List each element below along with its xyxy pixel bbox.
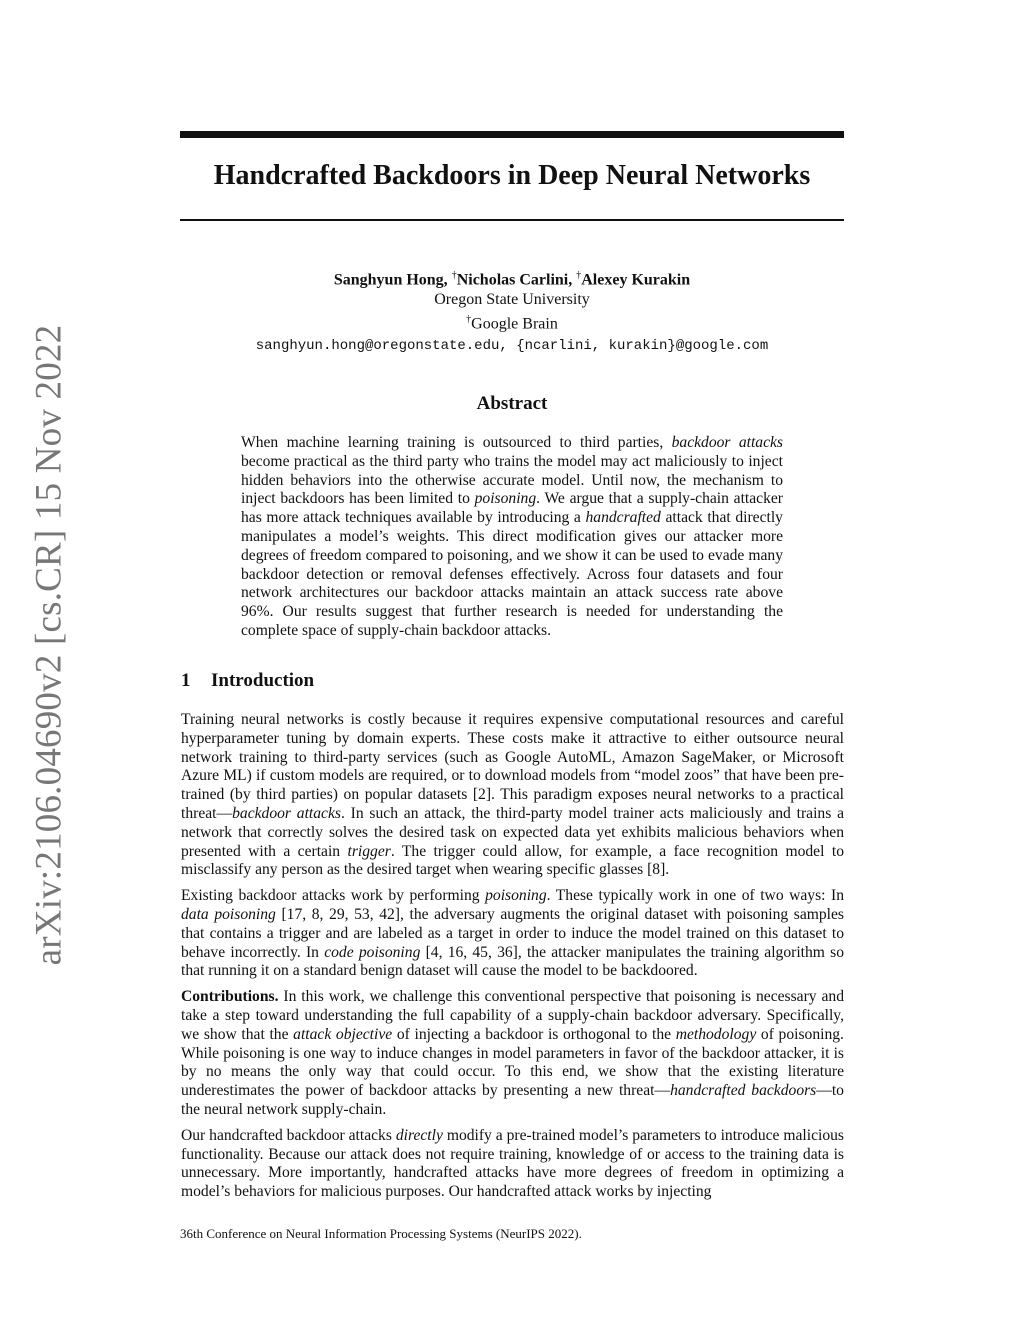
intro-paragraph-1: Training neural networks is costly because it requires expensive computational resources and careful hyperparameter tuning by domain experts. These costs make it attractive to either outsource neural network training to third-party services (such as Google AutoML, Amazon SageMaker, or Microsoft Azure ML) if custom models are required, or to download models from “model zoos” that have been pre-trained (by third parties) on popular datasets [2]. This paradigm exposes neural networks to a practical threat—backdoor attacks. In such an attack, the third-party model trainer acts maliciously and trains a network that correctly solves the desired task on expected data yet exhibits malicious behaviors when presented with a certain trigger. The trigger could allow, for example, a face recognition model to misclassify any person as the desired target when wearing specific glasses [8]. [181, 711, 844, 879]
emphasis: data poisoning [181, 905, 276, 923]
intro-paragraph-4: Our handcrafted backdoor attacks directly modify a pre-trained model’s parameters to introduce malicious functionality. Because our attack does not require training, knowledge of or access to the training data is unnecessary. More importantly, handcrafted attacks have more degrees of freedom in optimizing a model’s behaviors for malicious purposes. Our handcrafted attack works by injecting [181, 1126, 844, 1201]
dagger-mark: † [466, 314, 472, 326]
paper-title: Handcrafted Backdoors in Deep Neural Networks [213, 160, 811, 191]
emphasis: directly [395, 1126, 443, 1144]
contributions-lead: Contributions. [181, 988, 279, 1006]
emphasis: backdoor attacks [671, 434, 783, 451]
introduction-body [181, 711, 844, 1209]
emphasis: poisoning [485, 887, 547, 905]
section-heading-introduction [181, 670, 314, 692]
section-number: 1 [181, 670, 191, 691]
abstract-heading: Abstract [476, 393, 548, 414]
intro-paragraph-2: Existing backdoor attacks work by performing poisoning. These typically work in one of two ways: In data poisoning [17, 8, 29, 53, 42], the adversary augments the original dataset with poisoning samples that contains a trigger and are labeled as a target in order to induce the model trained on this dataset to behave incorrectly. In code poisoning [4, 16, 45, 36], the attacker manipulates the training algorithm so that running it on a standard benign dataset will cause the model to be backdoored. [181, 887, 845, 980]
affiliation-oregon: Oregon State University [434, 291, 590, 309]
intro-paragraph-3: Contributions. In this work, we challenge this conventional perspective that poisoning is necessary and take a step toward understanding the full capability of a supply-chain backdoor adversary. Specifically, we show that the attack objective of injecting a backdoor is orthogonal to the methodology of poisoning. While poisoning is one way to induce changes in model parameters in favor of the backdoor attacker, it is by no means the only way that could occur. To this end, we show that the existing literature underestimates the power of backdoor attacks by presenting a new threat—handcrafted backdoors—to the neural network supply-chain. [181, 988, 844, 1118]
emphasis: trigger [347, 842, 391, 860]
authors-block [180, 266, 844, 356]
author-3: Alexey Kurakin [581, 271, 691, 289]
dagger-mark: † [451, 270, 457, 281]
emphasis: backdoor attacks [232, 804, 341, 822]
emphasis: attack objective [293, 1025, 393, 1043]
section-title: Introduction [211, 670, 315, 691]
author-emails: sanghyun.hong@oregonstate.edu, {ncarlini, kurakin}@google.com [255, 337, 769, 354]
emphasis: methodology [675, 1025, 757, 1043]
title-rule-top [180, 131, 844, 138]
emphasis: poisoning [474, 490, 537, 508]
author-names [180, 266, 844, 290]
affiliation-google [180, 310, 844, 334]
arxiv-identifier-text: arXiv:2106.04690v2 [cs.CR] 15 Nov 2022 [28, 324, 70, 966]
footer-venue: 36th Conference on Neural Information Processing Systems (NeurIPS 2022). [180, 1226, 582, 1241]
author-1: Sanghyun Hong, [333, 271, 448, 289]
affiliation-google-text: Google Brain [471, 315, 558, 333]
emphasis: handcrafted backdoors [670, 1082, 817, 1100]
dagger-mark: † [576, 270, 582, 281]
abstract-paragraph: When machine learning training is outsourced to third parties, backdoor attacks become practical as the third party who trains the model may act maliciously to inject hidden behaviors into the otherwise accurate model. Until now, the mechanism to inject backdoors has been limited to poisoning. We argue that a supply-chain attacker has more attack techniques available by introducing a handcrafted attack that directly manipulates a model’s weights. This direct modification gives our attacker more degrees of freedom compared to poisoning, and we show it can be used to evade many backdoor detection or removal defenses effectively. Across four datasets and four network architectures our backdoor attacks maintain an attack success rate above 96%. Our results suggest that further research is needed for understanding the complete space of supply-chain backdoor attacks. [241, 434, 784, 639]
author-2: Nicholas Carlini, [456, 271, 573, 289]
emphasis: code poisoning [324, 943, 421, 961]
title-rule-bottom [180, 219, 844, 221]
emphasis: handcrafted [585, 509, 661, 527]
